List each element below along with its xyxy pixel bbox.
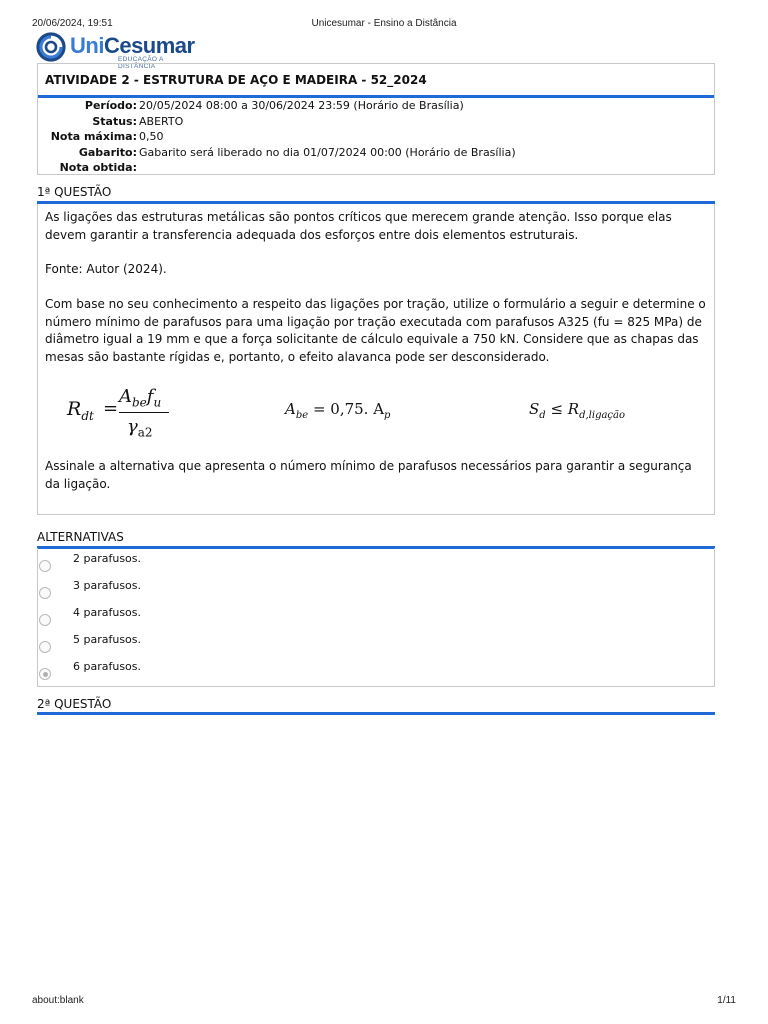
unicesumar-logo <box>36 32 196 70</box>
alternative-option[interactable] <box>38 631 716 658</box>
activity-title: ATIVIDADE 2 - ESTRUTURA DE AÇO E MADEIRA - 52_2024 <box>45 73 427 87</box>
alternative-option[interactable] <box>38 604 716 631</box>
f2-rhs-sub: p <box>384 410 391 421</box>
formula-sd <box>529 400 669 424</box>
question-2-heading <box>37 696 715 717</box>
detail-label: Gabarito: <box>78 145 137 159</box>
formula-rdt <box>67 384 207 440</box>
f1-den: γ <box>127 416 138 437</box>
question-1-source: Fonte: Autor (2024). <box>45 262 167 276</box>
alternative-option[interactable] <box>38 658 716 685</box>
detail-value: ABERTO <box>139 114 184 128</box>
detail-label: Nota máxima: <box>50 130 137 143</box>
alternative-label: 5 parafusos. <box>73 633 142 646</box>
alternative-label: 2 parafusos. <box>73 552 142 565</box>
detail-value: 20/05/2024 08:00 a 30/06/2024 23:59 (Horário de Brasília) <box>139 99 464 112</box>
f1-lhs: R <box>67 398 82 420</box>
radio-button[interactable] <box>39 587 51 599</box>
detail-label: Período: <box>84 99 137 112</box>
question-1-instruction: Assinale a alternativa que apresenta o número mínimo de parafusos necessários para garantir a segurança da ligação. <box>45 459 692 491</box>
alternatives-panel <box>37 548 715 687</box>
f1-den-sub: a2 <box>137 425 153 440</box>
radio-button[interactable] <box>39 641 51 653</box>
activity-details <box>38 98 714 176</box>
f3-op: ≤ R <box>545 400 580 418</box>
alternatives-heading <box>37 529 715 550</box>
f3-lhs-sub: d <box>539 410 546 421</box>
f1-num-a-sub: be <box>132 395 147 410</box>
logo-uni: Uni <box>70 33 104 58</box>
print-page-number: 1/11 <box>717 995 736 1006</box>
formula-abe <box>285 400 425 424</box>
print-header <box>32 18 736 30</box>
f2-lhs: A <box>285 400 296 418</box>
f2-lhs-sub: be <box>295 410 309 421</box>
alternative-option[interactable] <box>38 577 716 604</box>
formula-row <box>37 380 715 440</box>
logo-swirl-icon <box>36 32 68 62</box>
alternatives-title: ALTERNATIVAS <box>37 530 124 544</box>
detail-row-nota-obtida <box>38 160 714 176</box>
print-datetime: 20/06/2024, 19:51 <box>32 18 113 29</box>
print-footer <box>32 995 736 1007</box>
f2-rhs: = 0,75. A <box>308 400 385 418</box>
detail-row-gabarito <box>38 145 714 161</box>
f1-num-f: f <box>146 386 154 407</box>
f1-lhs-sub: dt <box>81 408 94 423</box>
detail-row-nota-maxima <box>38 129 714 145</box>
question-2-title: 2ª QUESTÃO <box>37 697 112 711</box>
detail-row-periodo <box>38 98 714 114</box>
question-1-statement: Com base no seu conhecimento a respeito das ligações por tração, utilize o formulário a seguir e determine o número mínimo de parafusos para uma ligação por tração executada com parafusos A325 (fu = 825 MPa) de diâmetro igual a 19 mm e que a força solicitante de cálculo equivale a 750 kN. Considere que as chapas das mesas são bastante rígidas e, portanto, o efeito alavanca pode ser desconsiderado. <box>45 297 706 364</box>
alternative-label: 3 parafusos. <box>73 579 142 592</box>
f1-fraction-bar <box>119 412 169 413</box>
detail-row-status <box>38 114 714 130</box>
alternative-option[interactable] <box>38 550 716 577</box>
print-url: about:blank <box>32 995 84 1006</box>
detail-label: Nota obtida: <box>59 161 137 174</box>
detail-value: Gabarito será liberado no dia 01/07/2024 00:00 (Horário de Brasília) <box>139 145 516 159</box>
alternative-label: 6 parafusos. <box>73 660 142 673</box>
activity-info-panel <box>37 63 715 175</box>
question-2-divider <box>37 712 715 715</box>
logo-cesumar: Cesumar <box>103 33 195 58</box>
radio-button[interactable] <box>39 560 51 572</box>
f1-equals: = <box>103 398 119 419</box>
f1-num-a: A <box>119 386 132 407</box>
detail-label: Status: <box>92 114 137 128</box>
f3-lhs: S <box>529 400 540 418</box>
print-page-title: Unicesumar - Ensino a Distância <box>311 18 457 29</box>
radio-button[interactable] <box>39 614 51 626</box>
question-1-intro: As ligações das estruturas metálicas são pontos críticos que merecem grande atenção. Isso porque elas devem garantir a transferencia adequada dos esforços entre dois elementos estruturais. <box>45 210 672 242</box>
detail-value: 0,50 <box>139 130 164 143</box>
logo-tagline: EDUCAÇÃO A DISTÂNCIA <box>118 56 164 70</box>
f1-num-f-sub: u <box>153 395 162 410</box>
f3-rhs-sub: d,ligação <box>579 410 626 421</box>
radio-button-selected[interactable] <box>39 668 51 680</box>
question-1-title: 1ª QUESTÃO <box>37 185 112 199</box>
question-1-heading <box>37 184 715 205</box>
alternative-label: 4 parafusos. <box>73 606 142 619</box>
